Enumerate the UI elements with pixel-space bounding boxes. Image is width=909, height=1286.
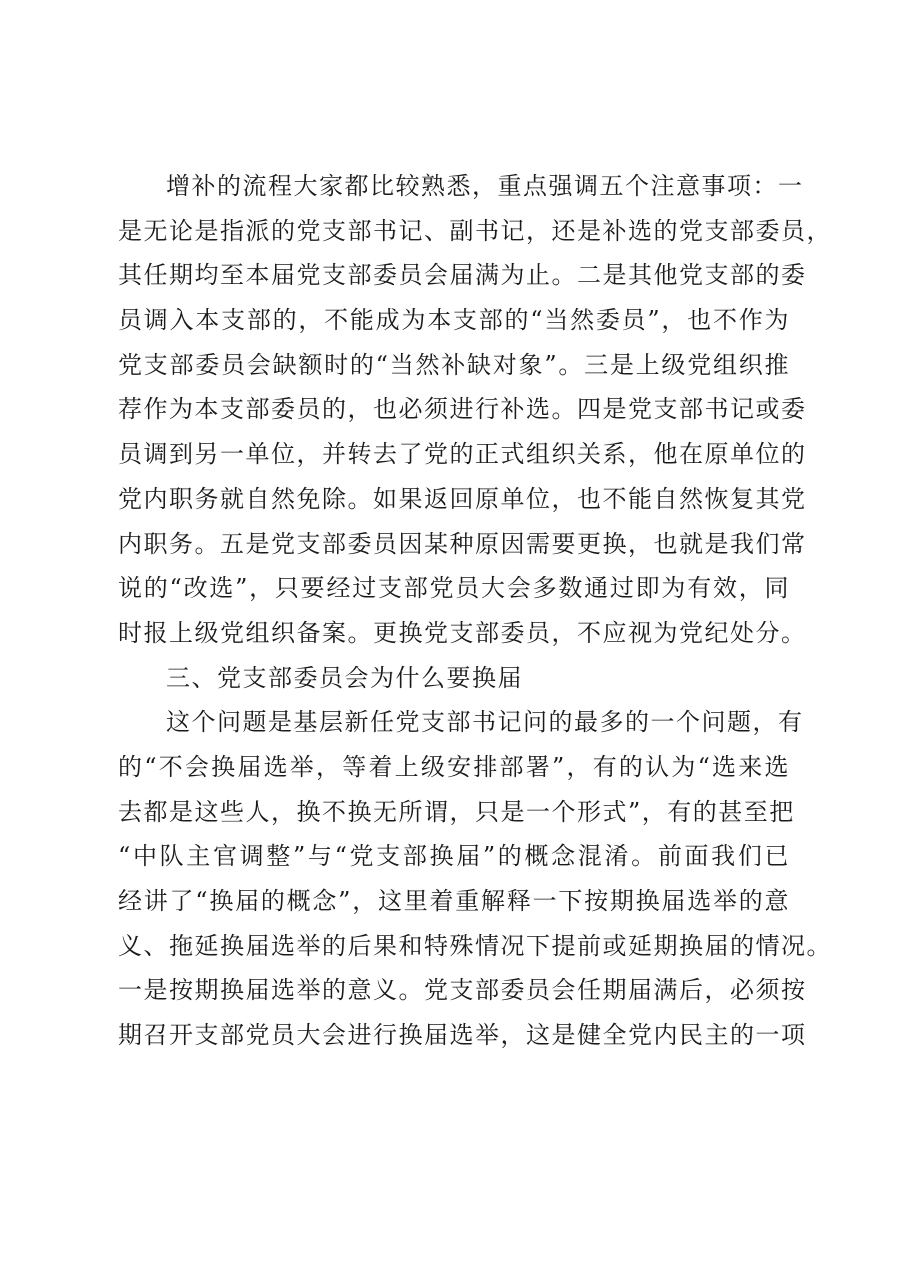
paragraph-line: 的“不会换届选举，等着上级安排部署”，有的认为“选来选 <box>118 752 790 781</box>
section-heading: 三、党支部委员会为什么要换届 <box>166 663 523 692</box>
paragraph-line: 党内职务就自然免除。如果返回原单位，也不能自然恢复其党 <box>118 484 807 513</box>
paragraph-line: 内职务。五是党支部委员因某种原因需要更换，也就是我们常 <box>118 529 807 558</box>
document-body <box>118 164 832 1058</box>
paragraph-line: 说的“改选”，只要经过支部党员大会多数通过即为有效，同 <box>118 574 790 603</box>
paragraph-line: 员调入本支部的，不能成为本支部的“当然委员”，也不作为 <box>118 306 790 335</box>
paragraph-line: 荐作为本支部委员的，也必须进行补选。四是党支部书记或委 <box>118 395 807 424</box>
paragraph-line: 期召开支部党员大会进行换届选举，这是健全党内民主的一项 <box>118 1021 807 1050</box>
paragraph-line: 是无论是指派的党支部书记、副书记，还是补选的党支部委员， <box>118 216 832 245</box>
paragraph-line: 员调到另一单位，并转去了党的正式组织关系，他在原单位的 <box>118 440 807 469</box>
paragraph-line: 其任期均至本届党支部委员会届满为止。二是其他党支部的委 <box>118 261 807 290</box>
paragraph-line: 增补的流程大家都比较熟悉，重点强调五个注意事项：一 <box>166 172 804 200</box>
paragraph-line: 党支部委员会缺额时的“当然补缺对象”。三是上级党组织推 <box>118 350 790 379</box>
paragraph-line: 一是按期换届选举的意义。党支部委员会任期届满后，必须按 <box>118 976 807 1005</box>
paragraph-line: 去都是这些人，换不换无所谓，只是一个形式”，有的甚至把 <box>118 797 795 826</box>
paragraph-line: 这个问题是基层新任党支部书记问的最多的一个问题，有 <box>166 708 804 737</box>
paragraph-line: 时报上级党组织备案。更换党支部委员，不应视为党纪处分。 <box>118 618 807 647</box>
paragraph-line: 义、拖延换届选举的后果和特殊情况下提前或延期换届的情况。 <box>118 931 832 960</box>
paragraph-line: “中队主官调整”与“党支部换届”的概念混淆。前面我们已 <box>118 842 790 871</box>
paragraph-line: 经讲了“换届的概念”，这里着重解释一下按期换届选举的意 <box>118 887 790 915</box>
